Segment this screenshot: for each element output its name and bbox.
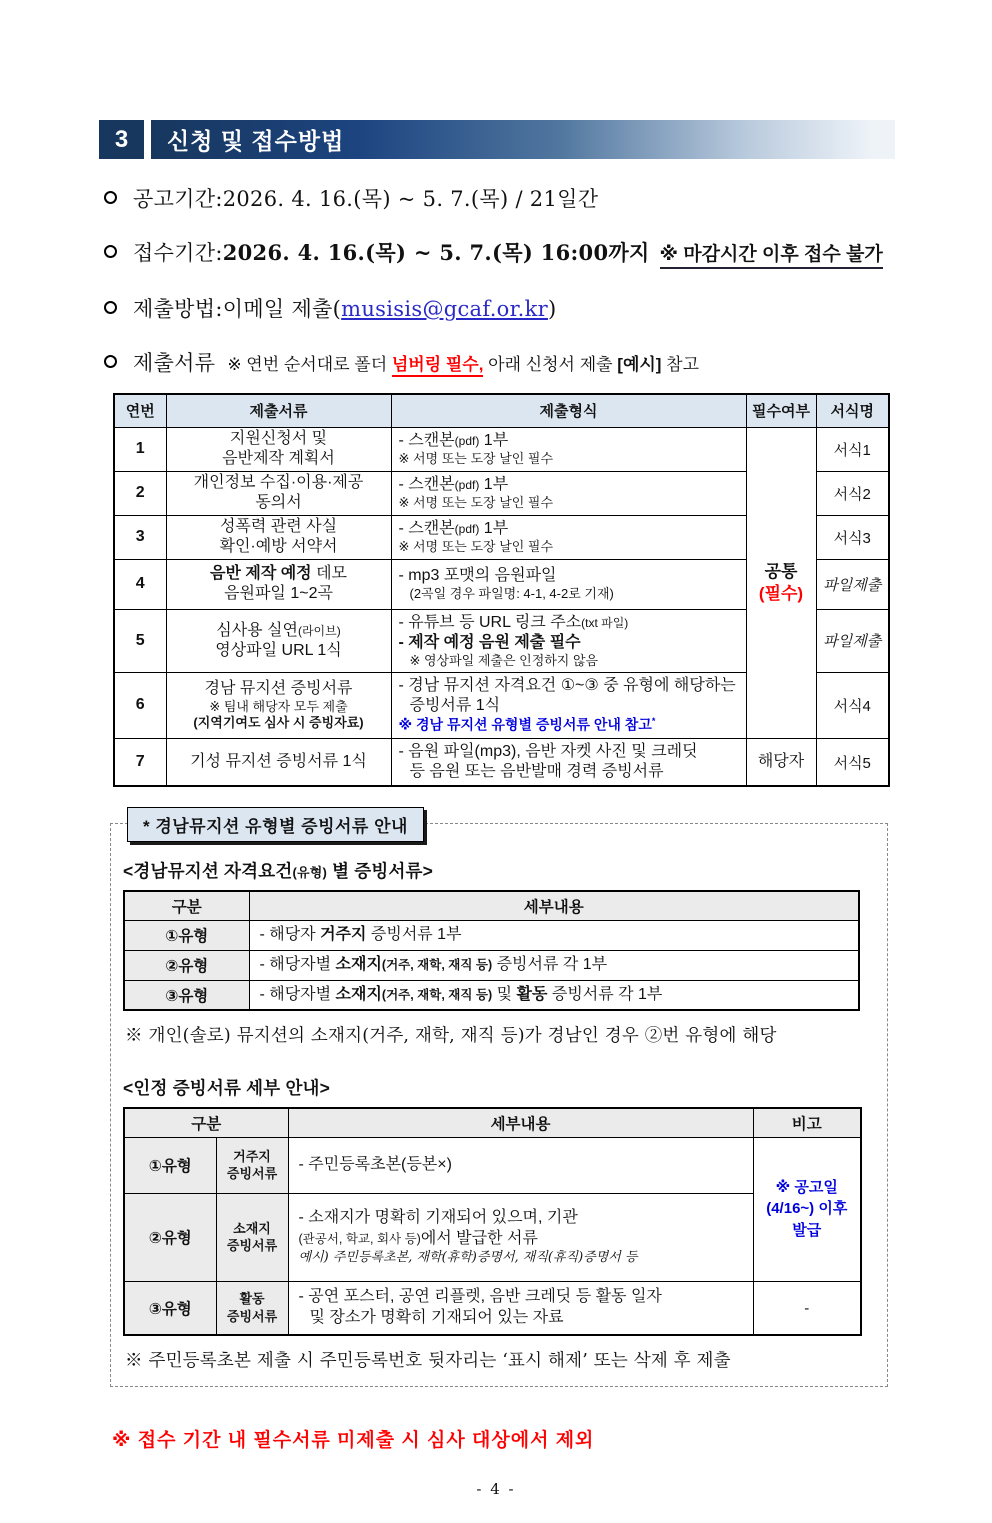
cell-doc [166,471,391,515]
numbering-required-text: 넘버링 필수, [392,355,484,377]
fmt-text: - 스캔본 [398,475,455,493]
fmt-text: 1부 [479,519,509,537]
qualification-table [123,890,860,1011]
col-header-required: 필수여부 [746,394,816,427]
type1-row [124,920,859,950]
remark-line: 발급 [792,1222,822,1240]
cell-detail: - 주민등록초본(등본×) [288,1137,753,1193]
cell-no: 2 [114,471,166,515]
fmt-line: 등 음원 또는 음반발매 경력 증빙서류 [409,763,664,780]
detail-text: - 해당자별 [259,955,336,973]
cell-type: ①유형 [124,1137,216,1193]
detail-line: - 소재지가 명확히 기재되어 있으며, 기관 [298,1209,578,1226]
table-header-row [114,394,889,427]
cell-form: 서식3 [816,515,889,559]
fmt-text: - 유튜브 등 URL 링크 주소 [398,613,582,631]
doc-bold: 음반 제작 예정 [210,565,312,582]
doc-line: 영상파일 URL 1식 [215,641,342,659]
submission-docs-note [227,350,699,375]
remark-line: ※ 공고일 [775,1178,838,1196]
fmt-line [399,613,742,633]
cell-form: 서식4 [816,672,889,738]
cell-doc [166,515,391,559]
cell-required-row7: 해당자 [746,738,816,786]
cell-remark-dash: - [753,1281,861,1335]
note-pre: ※ 연번 순서대로 폴더 [227,355,392,374]
heading-small: (유형) [292,865,328,881]
remark-line: (4/16~) 이후 [766,1200,848,1218]
table-row-1 [114,427,889,471]
bullet-list [104,183,932,377]
cell-no: 3 [114,515,166,559]
detail-line: - 공연 포스터, 공연 리플렛, 음반 크레딧 등 활동 일자 [298,1288,662,1306]
subtype-line: 증빙서류 [226,1166,278,1182]
fmt-small: (pdf) [454,521,480,536]
col-header-doc: 제출서류 [166,394,391,427]
bullet-submission-docs [104,347,932,377]
detail-bold: 거주지 [320,925,367,943]
fmt-small: (pdf) [454,433,480,448]
cell-format [391,609,746,672]
detail-bold: 활동 [516,985,548,1003]
type2-row [124,1193,861,1281]
resident-registration-note: ※ 주민등록초본 제출 시 주민등록번호 뒷자리는 ‘표시 해제’ 또는 삭제 후 제출 [125,1351,731,1372]
bullet-application-period [104,237,932,269]
cell-format [391,471,746,515]
cell-no: 5 [114,609,166,672]
example-line: 예시) 주민등록초본, 재학(휴학)증명서, 재직(휴직)증명서 등 [298,1249,638,1265]
doc-line: 동의서 [255,494,302,511]
note-mid: 아래 신청서 제출 [483,355,618,374]
fmt-text: - 스캔본 [398,431,455,449]
col-header-type: 구분 [124,1108,288,1137]
heading-text: <경남뮤지션 자격요건 [123,861,293,882]
cell-format [391,559,746,609]
subtype-line: 거주지 [233,1148,271,1164]
cell-form: 서식5 [816,738,889,786]
cell-doc [166,559,391,609]
doc-small: (라이브) [297,623,341,638]
type3-row [124,980,859,1010]
doc-line: 음반제작 계획서 [222,450,335,467]
detail-small: (거주, 재학, 재직 등) [381,987,493,1002]
doc-line: 개인정보 수집·이용·제공 [193,474,364,491]
fmt-line [399,431,742,451]
detail-text: 증빙서류 각 1부 [492,955,608,973]
fmt-bold-line: - 제작 예정 음원 제출 필수 [398,633,581,651]
cell-form: 파일제출 [816,559,889,609]
cell-format [391,738,746,786]
detail-small: (거주, 재학, 재직 등) [381,957,493,972]
cell-form: 서식1 [816,427,889,471]
cell-detail [249,920,859,950]
required-common-text: 공통 [764,561,798,581]
detail-bold: 소재지 [335,985,382,1003]
type1-row [124,1137,861,1193]
cell-no: 1 [114,427,166,471]
circle-bullet-icon [104,191,117,204]
doc-text: 데모 [311,565,347,582]
fmt-line [399,519,742,539]
doc-line: 확인·예방 서약서 [219,538,338,555]
col-header-format: 제출형식 [391,394,746,427]
circle-bullet-icon [104,355,117,368]
subtype-line: 활동 [239,1291,265,1307]
subtype-line: 증빙서류 [226,1309,278,1324]
fmt-text: 1부 [479,431,509,449]
fmt-text: - 스캔본 [398,519,455,537]
detail-text: 증빙서류 각 1부 [547,985,663,1003]
col-header-no: 연번 [114,394,166,427]
detail-text: 에서 발급한 서류 [420,1229,538,1247]
fmt-line: 증빙서류 1식 [409,697,501,715]
cell-form: 파일제출 [816,609,889,672]
submission-method-pre: 이메일 제출( [222,297,342,321]
table-header-row [124,1108,861,1137]
detail-small: (관공서, 학교, 회사 등) [298,1231,421,1246]
circle-bullet-icon [104,301,117,314]
doc-note: ※ 팀내 해당자 모두 제출 [209,699,348,714]
doc-text: 심사용 실연 [216,621,298,639]
example-ref-text: [예시] [617,355,662,374]
detail-bold: 소재지 [335,955,382,973]
fmt-text: 1부 [479,475,509,493]
type2-row [124,950,859,980]
col-header-type: 구분 [124,891,249,920]
required-common-red: (필수) [758,583,804,603]
cell-subtype [216,1193,288,1281]
fmt-note: ※ 서명 또는 도장 날인 필수 [398,494,554,510]
cell-format [391,427,746,471]
accepted-docs-table [123,1107,862,1336]
circle-bullet-icon [104,245,117,258]
notice-period-value: 2026. 4. 16.(목) ~ 5. 7.(목) / 21일간 [222,187,599,211]
cell-detail [288,1281,753,1335]
cell-type: ③유형 [124,1281,216,1335]
cell-subtype [216,1281,288,1335]
fmt-line: - mp3 포맷의 음원파일 [398,566,557,584]
doc-line [167,621,391,641]
detail-text: - 해당자 [259,925,321,943]
doc-note-bold: (지역기여도 심사 시 증빙자료) [193,715,364,731]
cell-detail [249,980,859,1010]
doc-line: 성폭력 관련 사실 [219,518,338,535]
section-title: 신청 및 접수방법 [167,128,345,154]
fmt-line [399,475,742,495]
notice-period-label: 공고기간: [133,187,223,211]
doc-line: 경남 뮤지션 증빙서류 [204,680,353,697]
accepted-docs-heading: <인정 증빙서류 세부 안내> [123,1078,331,1099]
cell-type: ③유형 [124,980,249,1010]
col-header-detail: 세부내용 [249,891,859,920]
detail-text: 및 [492,985,517,1003]
fmt-small: (pdf) [454,477,480,492]
gyeongnam-musician-guide-box [110,817,888,1387]
cell-no: 7 [114,738,166,786]
table-header-row [124,891,859,920]
submission-method-post: ) [547,297,557,321]
section-header [99,120,895,159]
guide-box-title-tag: * 경남뮤지션 유형별 증빙서류 안내 [127,807,424,842]
cell-doc [166,609,391,672]
cell-required-common [746,427,816,738]
footnote-mark: * [651,716,656,727]
fmt-note: ※ 영상파일 제출은 인정하지 않음 [409,652,599,668]
cell-type: ①유형 [124,920,249,950]
fmt-blue-note [399,716,742,734]
detail-line: 및 장소가 명확히 기재되어 있는 자료 [309,1309,564,1326]
cell-remark-issue-date [753,1137,861,1281]
cell-type: ②유형 [124,950,249,980]
solo-musician-note: ※ 개인(솔로) 뮤지션의 소재지(거주, 재학, 재직 등)가 경남인 경우 ②번 유형에 해당 [125,1026,777,1047]
deadline-warning: ※ 마감시간 이후 접수 불가 [660,239,883,269]
cell-doc [166,672,391,738]
submission-docs-label: 제출서류 [133,351,216,375]
cell-detail [249,950,859,980]
col-header-form: 서식명 [816,394,889,427]
section-title-bar [151,120,895,159]
fmt-note: ※ 서명 또는 도장 날인 필수 [398,450,554,466]
fmt-note: (2곡일 경우 파일명: 4-1, 4-2로 기재) [409,585,614,601]
type3-row [124,1281,861,1335]
doc-line: 지원신청서 및 [229,430,328,447]
cell-form: 서식2 [816,471,889,515]
detail-line [299,1229,749,1250]
qualification-heading [123,858,869,883]
cell-no: 4 [114,559,166,609]
cell-doc [166,427,391,471]
submission-method-label: 제출방법: [133,297,223,321]
subtype-line: 소재지 [233,1220,271,1236]
bullet-notice-period [104,183,932,213]
page-number: - 4 - [476,1480,516,1499]
detail-text: - 해당자별 [259,985,336,1003]
section-number: 3 [99,120,144,159]
email-link[interactable]: musisis@gcaf.or.kr [341,297,548,321]
application-period-label: 접수기간: [133,241,223,265]
fmt-note: ※ 서명 또는 도장 날인 필수 [398,538,554,554]
blue-note-text: ※ 경남 뮤지션 유형별 증빙서류 안내 참고 [398,716,652,733]
note-post: 참고 [661,355,700,374]
doc-line [167,564,391,584]
subtype-line: 증빙서류 [226,1238,278,1254]
detail-text: 증빙서류 1부 [366,925,462,943]
cell-format [391,672,746,738]
submission-table [113,393,890,787]
cell-type: ②유형 [124,1193,216,1281]
document-page [0,120,992,1523]
heading-text: 별 증빙서류> [327,861,434,882]
cell-doc: 기성 뮤지션 증빙서류 1식 [166,738,391,786]
col-header-detail: 세부내용 [288,1108,753,1137]
fmt-line: - 경남 뮤지션 자격요건 ①~③ 중 유형에 해당하는 [398,677,736,695]
cell-subtype [216,1137,288,1193]
table-row-7 [114,738,889,786]
cell-detail [288,1193,753,1281]
fmt-line: - 음원 파일(mp3), 음반 자켓 사진 및 크레딧 [398,743,698,760]
fmt-small: (txt 파일) [581,615,629,630]
application-period-value: 2026. 4. 16.(목) ~ 5. 7.(목) 16:00까지 [222,240,650,265]
cell-format [391,515,746,559]
doc-line: 음원파일 1~2곡 [224,585,333,602]
exclusion-warning: ※ 접수 기간 내 필수서류 미제출 시 심사 대상에서 제외 [112,1430,595,1452]
bullet-submission-method [104,293,932,323]
col-header-remark: 비고 [753,1108,861,1137]
cell-no: 6 [114,672,166,738]
